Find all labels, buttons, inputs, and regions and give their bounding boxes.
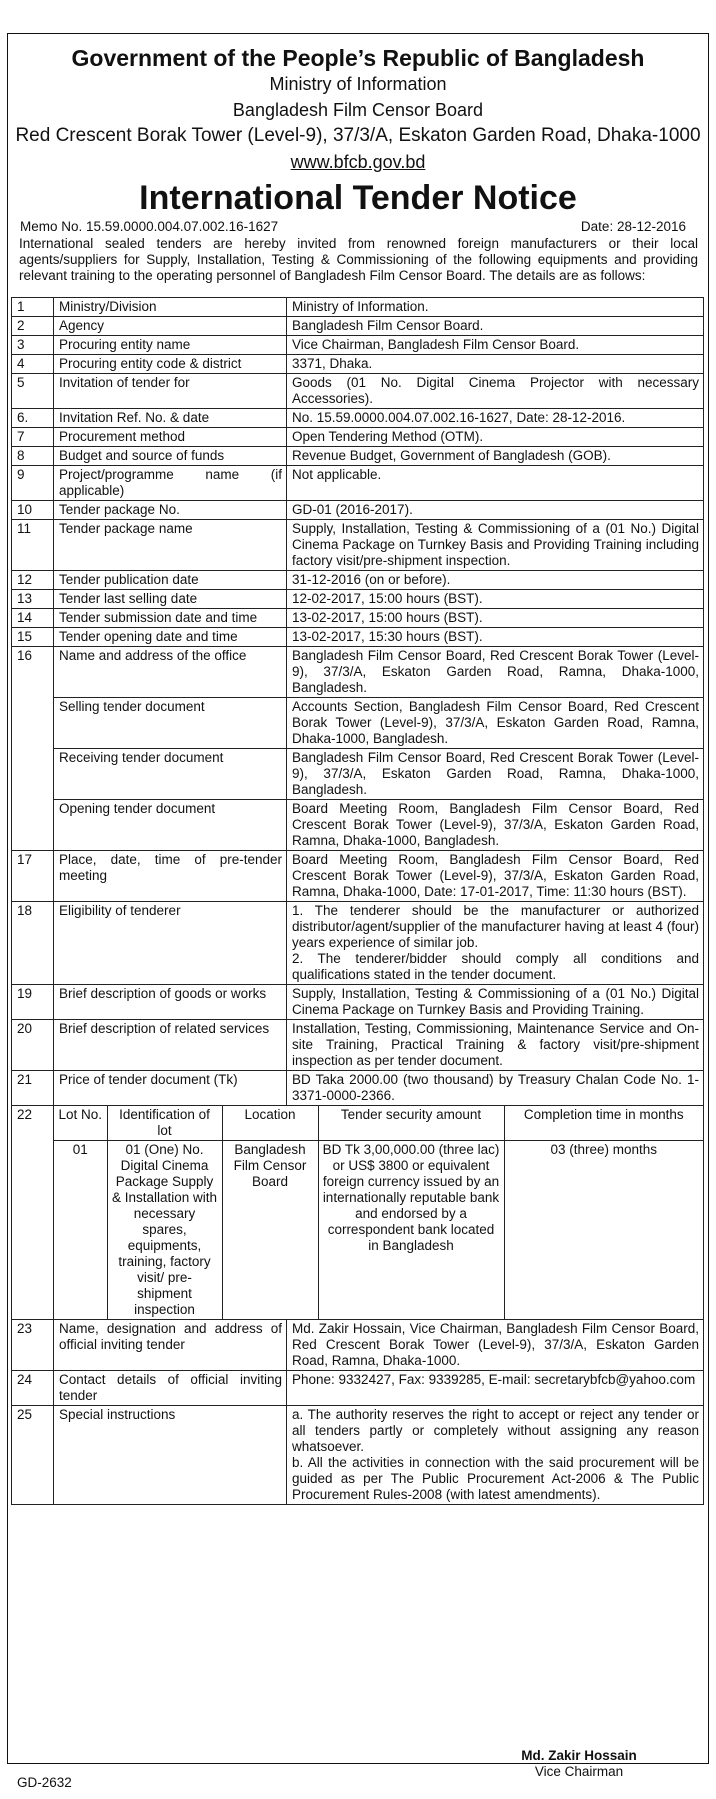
row-value: 31-12-2016 (on or before).	[287, 571, 704, 590]
signature-block	[504, 1748, 654, 1780]
row-number: 3	[12, 336, 54, 355]
row-label: Tender last selling date	[54, 590, 287, 609]
row-number: 17	[12, 851, 54, 902]
row-label: Name, designation and address of official inviting tender	[54, 1320, 287, 1371]
row-value: Goods (01 No. Digital Cinema Projector with necessary Accessories).	[287, 374, 704, 409]
table-row	[12, 851, 704, 902]
row-label: Procurement method	[54, 428, 287, 447]
table-row	[12, 501, 704, 520]
row-number: 12	[12, 571, 54, 590]
row-label: Procuring entity name	[54, 336, 287, 355]
row-value: 12-02-2017, 15:00 hours (BST).	[287, 590, 704, 609]
table-row	[12, 571, 704, 590]
row-value: Ministry of Information.	[287, 298, 704, 317]
table-row	[12, 1020, 704, 1071]
table-row	[12, 428, 704, 447]
ministry-heading: Ministry of Information	[269, 74, 447, 94]
board-heading: Bangladesh Film Censor Board	[232, 100, 484, 120]
lot-header-location: Location	[222, 1106, 318, 1141]
intro-paragraph: International sealed tenders are hereby invited from renowned foreign manufacturers or their local agents/suppliers for Supply, Installation, Testing & Commissioning of the following equipments and providing relevant training to the operating personnel of Bangladesh Film Censor Board. The details are as follows:	[19, 236, 698, 283]
row-number: 5	[12, 374, 54, 409]
table-row	[12, 647, 704, 698]
row-value: No. 15.59.0000.004.07.002.16-1627, Date: 28-12-2016.	[287, 409, 704, 428]
table-row	[12, 800, 704, 851]
lot-completion-time: 03 (three) months	[504, 1141, 703, 1320]
contact-details-value: Phone: 9332427, Fax: 9339285, E-mail: secretarybfcb@yahoo.com	[287, 1371, 704, 1406]
row-label: Agency	[54, 317, 287, 336]
row-number: 19	[12, 985, 54, 1020]
row-number: 11	[12, 520, 54, 571]
lot-header-security: Tender security amount	[318, 1106, 504, 1141]
row-value: Open Tendering Method (OTM).	[287, 428, 704, 447]
row-value: 13-02-2017, 15:00 hours (BST).	[287, 609, 704, 628]
table-row	[12, 520, 704, 571]
row-label: Contact details of official inviting tender	[54, 1371, 287, 1406]
row-label: Name and address of the office	[54, 647, 287, 698]
row-number: 22	[12, 1106, 54, 1320]
website-link[interactable]: www.bfcb.gov.bd	[290, 152, 426, 172]
row-label: Budget and source of funds	[54, 447, 287, 466]
row-label: Selling tender document	[54, 698, 287, 749]
table-row	[12, 749, 704, 800]
row-number: 23	[12, 1320, 54, 1371]
row-label: Tender package No.	[54, 501, 287, 520]
row-number: 8	[12, 447, 54, 466]
row-value: 3371, Dhaka.	[287, 355, 704, 374]
row-number: 18	[12, 902, 54, 985]
lot-table	[54, 1106, 703, 1319]
row-number: 9	[12, 466, 54, 501]
table-row	[12, 298, 704, 317]
row-label: Opening tender document	[54, 800, 287, 851]
row-value: 13-02-2017, 15:30 hours (BST).	[287, 628, 704, 647]
signatory-designation: Vice Chairman	[534, 1764, 624, 1779]
row-label: Eligibility of tenderer	[54, 902, 287, 985]
row-number: 13	[12, 590, 54, 609]
row-number: 25	[12, 1406, 54, 1505]
row-value: Bangladesh Film Censor Board.	[287, 317, 704, 336]
table-row	[12, 590, 704, 609]
row-value: Revenue Budget, Government of Bangladesh (GOB).	[287, 447, 704, 466]
lot-header-completion: Completion time in months	[504, 1106, 703, 1141]
instruction-a: a. The authority reserves the right to accept or reject any tender or all tenders partly or completely without assigning any reason whatsoever.	[292, 1407, 699, 1454]
row-value: Bangladesh Film Censor Board, Red Crescent Borak Tower (Level-9), 37/3/A, Eskaton Garden Road, Ramna, Dhaka-1000, Bangladesh.	[287, 749, 704, 800]
row-label: Brief description of related services	[54, 1020, 287, 1071]
row-number: 24	[12, 1371, 54, 1406]
row-value: Accounts Section, Bangladesh Film Censor Board, Red Crescent Borak Tower (Level-9), 37/3/A, Eskaton Garden Road, Ramna, Dhaka-1000, Bangladesh.	[287, 698, 704, 749]
table-row	[12, 317, 704, 336]
lot-table-cell	[54, 1106, 704, 1320]
table-row	[12, 1371, 704, 1406]
table-row	[12, 355, 704, 374]
memo-line	[20, 219, 696, 236]
footer-code: GD-2632	[17, 1775, 72, 1790]
lot-row	[54, 1141, 703, 1320]
row-number: 7	[12, 428, 54, 447]
row-value: GD-01 (2016-2017).	[287, 501, 704, 520]
table-row	[12, 1320, 704, 1371]
table-row	[12, 447, 704, 466]
page-title: International Tender Notice	[139, 179, 577, 217]
row-label: Invitation of tender for	[54, 374, 287, 409]
row-label: Tender package name	[54, 520, 287, 571]
row-label: Receiving tender document	[54, 749, 287, 800]
memo-date: Date: 28-12-2016	[580, 219, 686, 234]
row-value: Board Meeting Room, Bangladesh Film Censor Board, Red Crescent Borak Tower (Level-9), 37/3/A, Eskaton Garden Road, Ramna, Dhaka-1000, Date: 17-01-2017, Time: 11:30 hours (BST).	[287, 851, 704, 902]
address-heading: Red Crescent Borak Tower (Level-9), 37/3/A, Eskaton Garden Road, Dhaka-1000	[15, 125, 701, 146]
row-label: Price of tender document (Tk)	[54, 1071, 287, 1106]
row-number: 16	[12, 647, 54, 851]
row-label: Procuring entity code & district	[54, 355, 287, 374]
table-row	[12, 1071, 704, 1106]
row-value: Supply, Installation, Testing & Commissioning of a (01 No.) Digital Cinema Package on Turnkey Basis and Providing Training.	[287, 985, 704, 1020]
row-value	[287, 902, 704, 985]
row-value: Vice Chairman, Bangladesh Film Censor Board.	[287, 336, 704, 355]
government-heading: Government of the People’s Republic of Bangladesh	[71, 45, 645, 71]
table-row	[12, 628, 704, 647]
instruction-b: b. All the activities in connection with the said procurement will be guided as per The Public Procurement Act-2006 & The Public Procurement Rules-2008 (with latest amendments).	[292, 1455, 699, 1502]
row-number: 21	[12, 1071, 54, 1106]
eligibility-point-2: 2. The tenderer/bidder should comply all conditions and qualifications stated in the tender document.	[292, 951, 699, 982]
row-value: Board Meeting Room, Bangladesh Film Censor Board, Red Crescent Borak Tower (Level-9), 37/3/A, Eskaton Garden Road, Ramna, Dhaka-1000, Bangladesh.	[287, 800, 704, 851]
lot-identification: 01 (One) No. Digital Cinema Package Supply & Installation with necessary spares, equipments, training, factory visit/ pre-shipment inspection	[107, 1141, 222, 1320]
row-label: Brief description of goods or works	[54, 985, 287, 1020]
row-value: Supply, Installation, Testing & Commissioning of a (01 No.) Digital Cinema Package on Turnkey Basis and Providing Training including factory visit/pre-shipment inspection.	[287, 520, 704, 571]
row-value: Not applicable.	[287, 466, 704, 501]
row-label: Special instructions	[54, 1406, 287, 1505]
row-value: Bangladesh Film Censor Board, Red Crescent Borak Tower (Level-9), 37/3/A, Eskaton Garden Road, Ramna, Dhaka-1000, Bangladesh.	[287, 647, 704, 698]
row-number: 2	[12, 317, 54, 336]
row-number: 10	[12, 501, 54, 520]
table-row	[12, 1106, 704, 1320]
memo-number: Memo No. 15.59.0000.004.07.002.16-1627	[20, 219, 279, 234]
table-row	[12, 609, 704, 628]
lot-security-amount: BD Tk 3,00,000.00 (three lac) or US$ 3800 or equivalent foreign currency issued by an internationally reputable bank and endorsed by a correspondent bank located in Bangladesh	[318, 1141, 504, 1320]
row-label: Ministry/Division	[54, 298, 287, 317]
tender-details-table	[11, 297, 704, 1505]
row-number: 6.	[12, 409, 54, 428]
table-row	[12, 466, 704, 501]
row-number: 4	[12, 355, 54, 374]
table-row	[12, 409, 704, 428]
row-number: 14	[12, 609, 54, 628]
row-number: 1	[12, 298, 54, 317]
table-row	[12, 698, 704, 749]
row-label: Tender opening date and time	[54, 628, 287, 647]
lot-location: Bangladesh Film Censor Board	[222, 1141, 318, 1320]
signatory-name: Md. Zakir Hossain	[521, 1748, 637, 1763]
row-label: Tender publication date	[54, 571, 287, 590]
table-row	[12, 902, 704, 985]
table-row	[12, 336, 704, 355]
lot-number: 01	[54, 1141, 107, 1320]
row-value	[287, 1406, 704, 1505]
lot-header-row	[54, 1106, 703, 1141]
lot-header-lot-no: Lot No.	[54, 1106, 107, 1141]
row-label: Project/programme name (if applicable)	[54, 466, 287, 501]
row-number: 20	[12, 1020, 54, 1071]
row-value: BD Taka 2000.00 (two thousand) by Treasury Chalan Code No. 1-3371-0000-2366.	[287, 1071, 704, 1106]
row-label: Invitation Ref. No. & date	[54, 409, 287, 428]
table-row	[12, 985, 704, 1020]
row-label: Tender submission date and time	[54, 609, 287, 628]
row-number: 15	[12, 628, 54, 647]
table-row	[12, 1406, 704, 1505]
row-value: Installation, Testing, Commissioning, Maintenance Service and On-site Training, Practical Training & factory visit/pre-shipment inspection as per tender document.	[287, 1020, 704, 1071]
row-value: Md. Zakir Hossain, Vice Chairman, Bangladesh Film Censor Board, Red Crescent Borak Tower (Level-9), 37/3/A, Eskaton Garden Road, Ramna, Dhaka-1000.	[287, 1320, 704, 1371]
lot-header-identification: Identification of lot	[107, 1106, 222, 1141]
eligibility-point-1: 1. The tenderer should be the manufacturer or authorized distributor/agent/supplier of the manufacturer having at least 4 (four) years experience of similar job.	[292, 903, 699, 950]
row-label: Place, date, time of pre-tender meeting	[54, 851, 287, 902]
table-row	[12, 374, 704, 409]
